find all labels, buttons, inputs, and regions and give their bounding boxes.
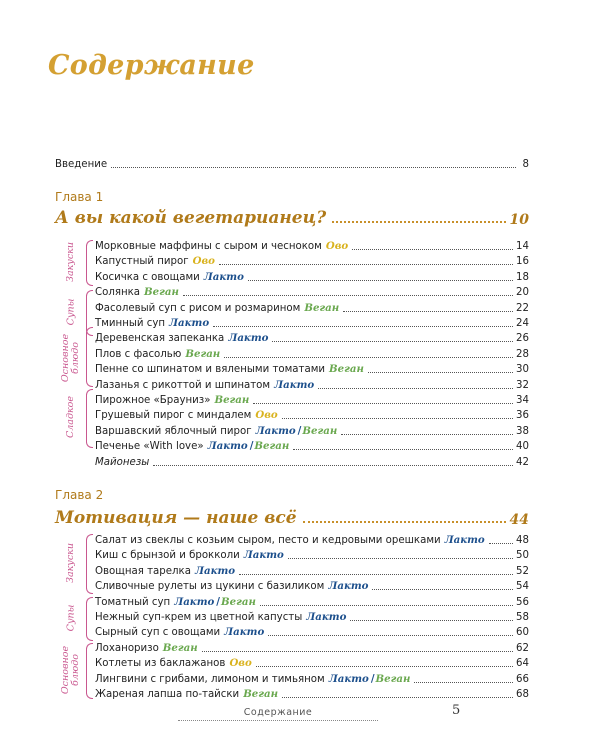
dish-name: Нежный суп-крем из цветной капусты: [95, 612, 303, 623]
dot-leader: [303, 521, 506, 523]
diet-tag: Веган: [254, 440, 290, 453]
toc-entry-text: [95, 657, 252, 670]
toc-entry[interactable]: [95, 237, 529, 253]
chapter-1-heading[interactable]: [55, 208, 529, 228]
diet-tag: Лакто: [306, 611, 347, 623]
category-osnovnoe-2: Основное блюдо: [60, 645, 81, 695]
toc-entry-text: [95, 688, 278, 701]
toc-page-number: 24: [516, 318, 529, 329]
toc-entry-text: [95, 302, 339, 315]
toc-page-number: 36: [516, 410, 529, 422]
diet-tag: Веган: [162, 641, 198, 654]
diet-tag: Лакто: [207, 440, 248, 453]
diet-tag: Веган: [304, 301, 340, 314]
page-number: 5: [452, 703, 461, 718]
toc-entry-text: [95, 255, 215, 268]
dot-leader: [318, 388, 513, 389]
toc-page-number: 64: [516, 658, 529, 670]
footer-label: Содержание: [178, 707, 378, 721]
dish-name: Грушевый пирог с миндалем: [95, 410, 252, 422]
toc-entry-text: [95, 440, 289, 453]
category-zakuski-1: Закуски: [65, 242, 77, 282]
category-brace: [86, 643, 93, 699]
dish-name: Пирожное «Брауниз»: [95, 395, 211, 406]
diet-tag: Веган: [144, 286, 179, 299]
toc-entry-text: [95, 348, 220, 361]
toc-entry[interactable]: [95, 283, 529, 299]
diet-tag: Лакто: [203, 270, 244, 283]
diet-tag: Веган: [243, 688, 279, 700]
toc-entry[interactable]: [95, 639, 529, 655]
toc-page-number: 34: [516, 395, 529, 406]
toc-entry-text: [95, 240, 348, 253]
dot-leader: [213, 326, 513, 327]
diet-tag: Лакто: [243, 549, 284, 562]
dish-name: Тминный суп: [95, 318, 166, 329]
diet-tag: Лакто: [169, 317, 210, 329]
toc-intro[interactable]: [55, 155, 529, 171]
toc-entry-text: [95, 534, 485, 547]
category-brace: [86, 389, 93, 448]
toc-entry-text: [95, 286, 179, 299]
toc-entry-text: [95, 611, 346, 624]
dot-leader: [268, 635, 513, 636]
chapter-1-label: Глава 1: [55, 190, 104, 204]
diet-tag: Лакто: [255, 424, 296, 437]
toc-entry-text: [95, 332, 268, 345]
diet-tag: Ово: [192, 255, 215, 268]
dish-name: Лазанья с рикоттой и шпинатом: [95, 379, 271, 391]
toc-entry[interactable]: [95, 406, 529, 422]
category-supy-1: Супы: [65, 298, 77, 326]
diet-tag: Веган: [375, 672, 411, 685]
toc-entry[interactable]: [95, 329, 529, 345]
toc-entry[interactable]: [95, 252, 529, 268]
toc-entry-text: [95, 549, 284, 562]
tag-separator: /: [216, 596, 221, 608]
toc-entry[interactable]: [95, 422, 529, 438]
toc-entry[interactable]: [95, 345, 529, 361]
page-title: Содержание: [48, 50, 255, 81]
toc-page-number: 26: [516, 333, 529, 345]
dot-leader: [248, 280, 513, 281]
diet-tag: Ово: [325, 240, 349, 252]
toc-entry[interactable]: [95, 577, 529, 593]
diet-tag: Лакто: [194, 564, 236, 577]
diet-tag: Веган: [329, 363, 364, 376]
toc-entry-text: [95, 580, 368, 593]
toc-page-number: 50: [516, 550, 529, 562]
category-brace: [86, 327, 93, 387]
category-supy-2: Супы: [65, 604, 77, 632]
dish-name: Лингвини с грибами, лимоном и тимьяном: [95, 673, 325, 685]
toc-entry[interactable]: [95, 593, 529, 609]
dot-leader: [253, 403, 513, 404]
dish-name: Сливочные рулеты из цукини с базиликом: [95, 581, 325, 593]
toc-entry-text: [95, 425, 337, 438]
diet-tag: Лакто: [224, 626, 265, 639]
diet-tag: Ово: [255, 409, 278, 422]
toc-entry-text: [95, 596, 256, 609]
toc-entry-text: [95, 363, 364, 376]
toc-entry-text: [95, 271, 244, 284]
dot-leader: [350, 620, 513, 621]
dot-leader: [239, 574, 513, 575]
toc-page-number: 60: [516, 627, 529, 639]
dish-name: Овощная тарелка: [95, 565, 191, 577]
toc-entry[interactable]: [95, 670, 529, 686]
chapter-2-title: Мотивация — наше всё: [55, 508, 297, 528]
toc-entry[interactable]: [95, 360, 529, 376]
toc-page-number: 54: [516, 581, 529, 593]
dot-leader: [414, 682, 513, 683]
tag-separator: /: [297, 425, 302, 437]
dot-leader: [489, 543, 513, 544]
toc-entry[interactable]: [95, 314, 529, 330]
dot-leader: [224, 357, 513, 358]
toc-entry-text: [95, 317, 209, 330]
toc-page-number: 16: [516, 256, 529, 268]
dot-leader: [256, 666, 513, 667]
diet-tag: Лакто: [174, 595, 215, 608]
toc-entry[interactable]: [95, 654, 529, 670]
toc-page-number: 52: [516, 565, 529, 577]
category-brace: [86, 597, 93, 641]
toc-page-number: 58: [516, 612, 529, 623]
dot-leader: [288, 558, 513, 559]
dish-name: Печенье «With love»: [95, 441, 204, 453]
dot-leader: [111, 167, 516, 168]
toc-entry[interactable]: [95, 391, 529, 407]
dot-leader: [219, 264, 513, 265]
tag-separator: /: [249, 441, 254, 453]
toc-page-number: 56: [516, 596, 529, 608]
dish-name: Косичка с овощами: [95, 271, 200, 283]
dish-name: Капустный пирог: [95, 256, 189, 268]
toc-entry-text: Введение: [55, 159, 108, 170]
dot-leader: [293, 449, 513, 450]
toc-entry-text: [95, 673, 410, 686]
toc-entry[interactable]: [95, 268, 529, 284]
toc-page-number: 42: [516, 457, 529, 468]
toc-entry-text: [95, 394, 249, 407]
diet-tag: Лакто: [274, 378, 315, 391]
dish-name: Лоханоризо: [95, 642, 159, 654]
diet-tag: Лакто: [328, 580, 369, 593]
dish-name: Пенне со шпинатом и вялеными томатами: [95, 364, 326, 376]
dot-leader: [260, 605, 513, 606]
dot-leader: [372, 589, 513, 590]
tag-separator: /: [370, 673, 375, 685]
toc-page-number: 66: [516, 673, 529, 685]
dot-leader: [272, 341, 513, 342]
dish-name: Салат из свеклы с козьим сыром, песто и кедровыми орешками: [95, 535, 441, 546]
dot-leader: [352, 249, 513, 250]
toc-entry[interactable]: [95, 531, 529, 547]
toc-page-number: 40: [516, 441, 529, 453]
category-sladkoe-1: Сладкое: [65, 395, 76, 439]
dish-name: Варшавский яблочный пирог: [95, 425, 252, 437]
dot-leader: [153, 465, 513, 466]
toc-page-number: 28: [516, 348, 529, 360]
dish-name: Деревенская запеканка: [95, 333, 225, 345]
toc-entry-text: Майонезы: [95, 457, 150, 468]
category-brace: [86, 534, 93, 594]
dot-leader: [332, 221, 505, 223]
toc-page-number: 18: [516, 271, 529, 283]
toc-entry[interactable]: [95, 685, 529, 701]
dish-name: Томатный суп: [95, 596, 171, 608]
toc-entry-text: [95, 379, 314, 392]
dot-leader: [183, 295, 513, 296]
toc-page-number: 32: [516, 379, 529, 391]
dish-name: Плов с фасолью: [95, 348, 182, 360]
toc-page-number: 48: [516, 535, 529, 546]
chapter-2-label: Глава 2: [55, 488, 104, 502]
toc-entry[interactable]: [95, 376, 529, 392]
toc-page-number: 14: [516, 241, 529, 252]
diet-tag: Лакто: [444, 534, 485, 546]
toc-entry[interactable]: [95, 437, 529, 453]
category-osnovnoe-1: Основное блюдо: [60, 333, 81, 383]
dish-name: Солянка: [95, 287, 141, 299]
toc-entry-text: [95, 565, 235, 578]
dot-leader: [282, 418, 513, 419]
category-zakuski-2: Закуски: [65, 543, 77, 583]
dish-name: Жареная лапша по-тайски: [95, 689, 240, 700]
toc-page-number: 38: [516, 425, 529, 437]
dot-leader: [202, 651, 513, 652]
dot-leader: [343, 311, 513, 312]
toc-entry[interactable]: [95, 623, 529, 639]
diet-tag: Веган: [302, 424, 338, 437]
chapter-2-heading[interactable]: [55, 508, 529, 528]
diet-tag: Лакто: [328, 672, 369, 685]
diet-tag: Веган: [185, 347, 221, 360]
diet-tag: Веган: [221, 595, 256, 608]
dot-leader: [341, 434, 513, 435]
toc-entry-text: [95, 626, 264, 639]
toc-page-number: 8: [522, 159, 529, 170]
toc-page-number: 68: [516, 689, 529, 700]
chapter-1-title: А вы какой вегетарианец?: [55, 208, 327, 228]
dish-name: Морковные маффины с сыром и чесноком: [95, 241, 322, 252]
dot-leader: [368, 372, 513, 373]
diet-tag: Ово: [229, 657, 252, 670]
dish-name: Сырный суп с овощами: [95, 627, 221, 639]
toc-page-number: 20: [516, 287, 529, 299]
toc-entry[interactable]: [95, 608, 529, 624]
diet-tag: Лакто: [228, 332, 269, 345]
toc-entry[interactable]: [95, 299, 529, 315]
dish-name: Котлеты из баклажанов: [95, 658, 226, 670]
toc-extra-entry[interactable]: [95, 453, 529, 469]
chapter-2-page: 44: [509, 512, 529, 528]
toc-page-number: 62: [516, 642, 529, 654]
toc-entry[interactable]: [95, 546, 529, 562]
toc-entry[interactable]: [95, 562, 529, 578]
chapter-1-page: 10: [509, 212, 529, 228]
category-brace: [86, 240, 93, 286]
dot-leader: [282, 697, 513, 698]
toc-entry-text: [95, 409, 278, 422]
dish-name: Киш с брынзой и брокколи: [95, 550, 240, 562]
toc-page-number: 22: [516, 302, 529, 314]
dish-name: Фасолевый суп с рисом и розмарином: [95, 302, 301, 314]
diet-tag: Веган: [214, 394, 250, 406]
toc-entry-text: [95, 642, 198, 655]
toc-page-number: 30: [516, 364, 529, 376]
